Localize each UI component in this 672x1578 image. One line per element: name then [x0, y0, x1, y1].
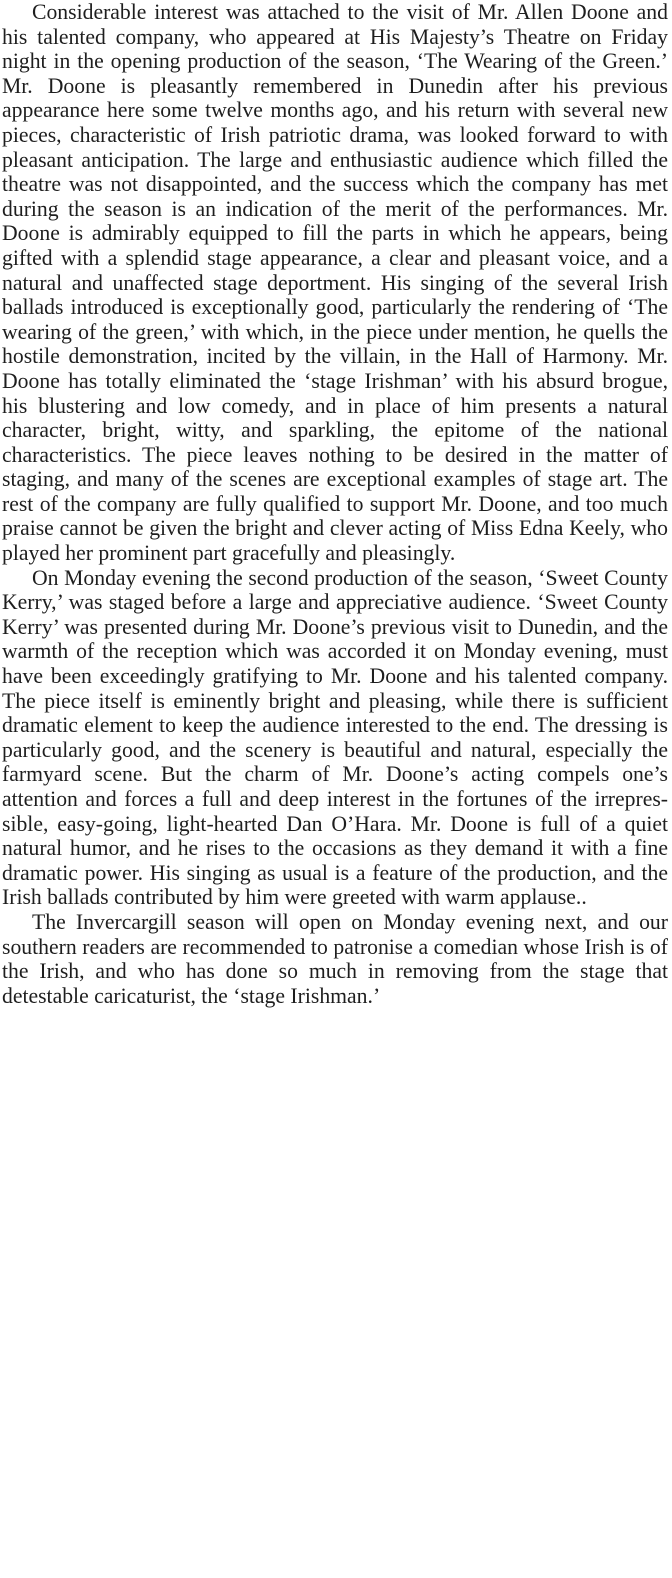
article-paragraph-2: On Monday evening the second production of the season, ‘Sweet County Kerry,’ was staged before a large and appreciative audience. ‘Sweet County Kerry’ was presented during Mr. Doone’s previous visit to Dunedin, and the warmth of the reception which was accorded it on Monday evening, must have been exceedingly gratifying to Mr. Doone and his talented company. The piece itself is eminently bright and pleasing, while there is sufficient dramatic element to keep the audience interested to the end. The dressing is particularly good, and the scenery is beautiful and natural, especially the farmyard scene. But the charm of Mr. Doone’s acting compels one’s attention and forces a full and deep interest in the fortunes of the irrepressible, easy-going, light-hearted Dan O’Hara. Mr. Doone is full of a quiet natural humor, and he rises to the occasions as they demand it with a fine dramatic power. His singing as usual is a feature of the production, and the Irish ballads contributed by him were greeted with warm applause..	[2, 565, 668, 910]
article-column	[2, 0, 668, 1008]
article-paragraph-3: The Invercargill season will open on Monday evening next, and our southern readers are recommended to patronise a comedian whose Irish is of the Irish, and who has done so much in removing from the stage that detestable caricaturist, the ‘stage Irishman.’	[2, 909, 668, 1008]
article-paragraph-1: Considerable interest was attached to the visit of Mr. Allen Doone and his talented company, who appeared at His Majesty’s Theatre on Friday night in the opening production of the season, ‘The Wearing of the Green.’ Mr. Doone is pleasantly remembered in Dunedin after his previous appearance here some twelve months ago, and his return with several new pieces, characteristic of Irish patriotic drama, was looked forward to with pleasant anticipation. The large and enthusiastic audience which filled the theatre was not disappointed, and the success which the company has met during the season is an indication of the merit of the performances. Mr. Doone is admirably equipped to fill the parts in which he appears, being gifted with a splendid stage appearance, a clear and pleasant voice, and a natural and unaffected stage deportment. His singing of the several Irish ballads introduced is exceptionally good, particularly the rendering of ‘The wearing of the green,’ with which, in the piece under mention, he quells the hostile demonstration, incited by the villain, in the Hall of Harmony. Mr. Doone has totally eliminated the ‘stage Irishman’ with his absurd brogue, his blustering and low comedy, and in place of him presents a natural character, bright, witty, and sparkling, the epitome of the national characteristics. The piece leaves nothing to be desired in the matter of staging, and many of the scenes are exceptional examples of stage art. The rest of the company are fully qualified to support Mr. Doone, and too much praise cannot be given the bright and clever acting of Miss Edna Keely, who played her prominent part gracefully and pleasingly.	[2, 0, 668, 566]
